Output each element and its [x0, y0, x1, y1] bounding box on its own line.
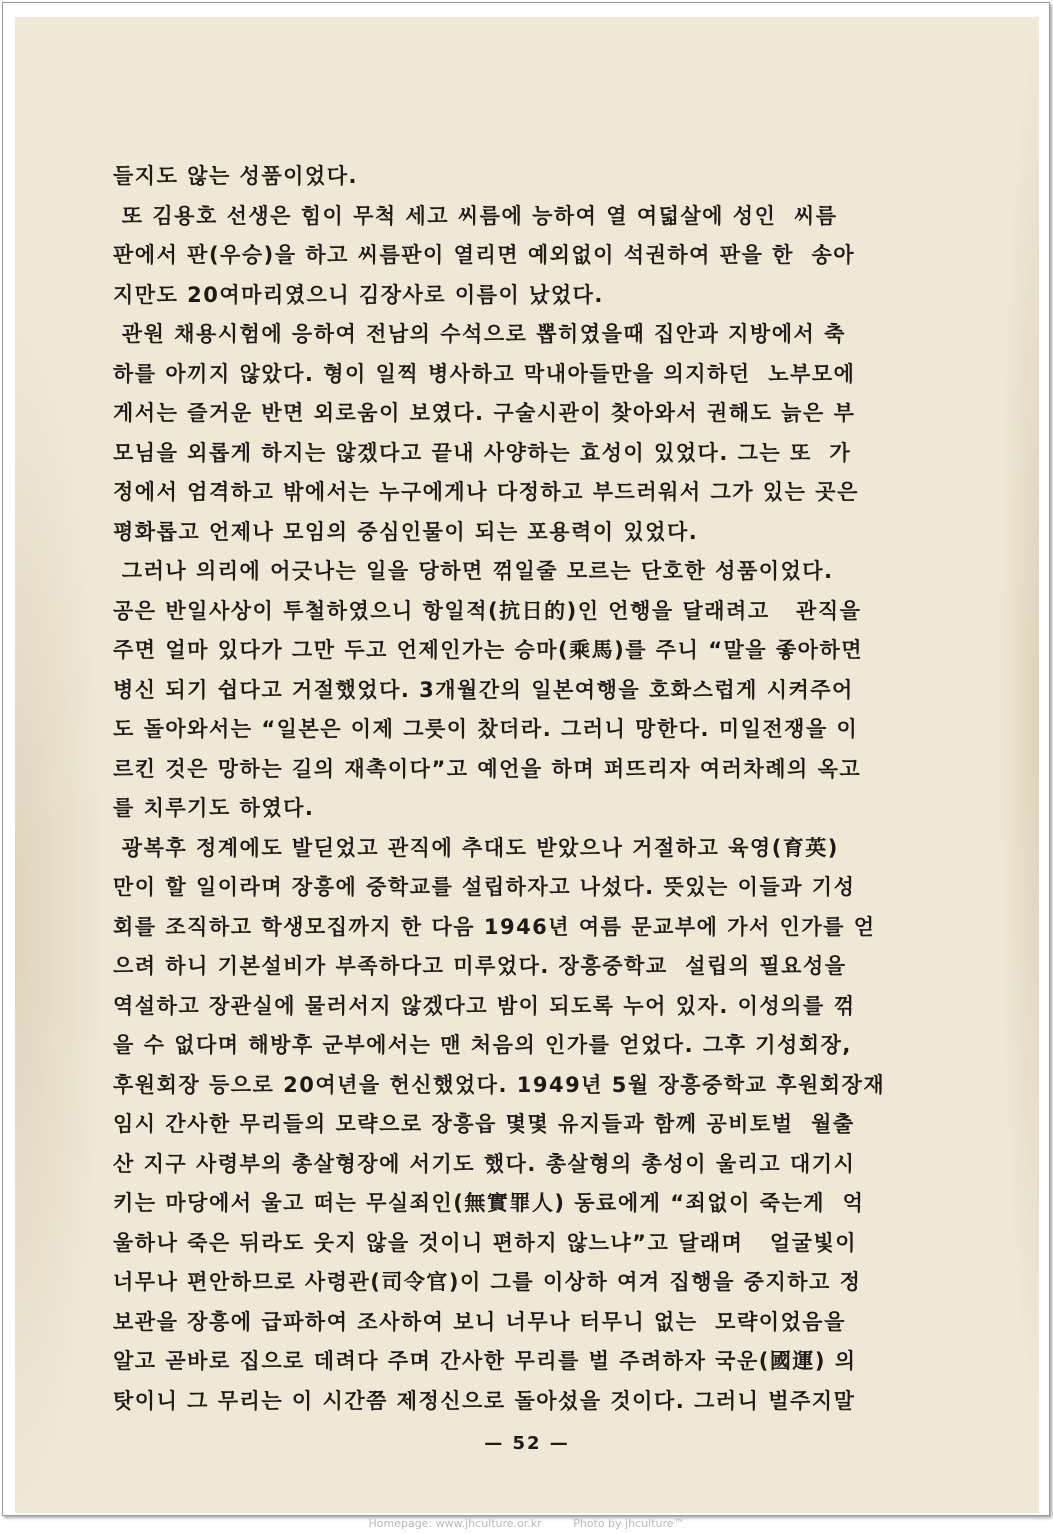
text-line: 지만도 20여마리였으니 김장사로 이름이 났었다.: [113, 282, 604, 307]
photo-frame: [2, 2, 1050, 1516]
text-line: 들지도 않는 성품이었다.: [113, 164, 358, 188]
text-line: 너무나 편안하므로 사령관(司令官)이 그를 이상하 여겨 집행을 중지하고 정: [113, 1270, 862, 1294]
text-line: 주면 얼마 있다가 그만 두고 언제인가는 승마(乘馬)를 주니 “말을 좋아하면: [113, 638, 864, 662]
text-line: 공은 반일사상이 투철하였으니 항일적(抗日的)인 언행을 달래려고 관직을: [113, 598, 862, 623]
photo-credit: Photo by jhculture™: [573, 1517, 685, 1530]
text-line: 모님을 외롭게 하지는 않겠다고 끝내 사양하는 효성이 있었다. 그는 또 가: [113, 440, 852, 465]
text-line: 후원회장 등으로 20여년을 헌신했었다. 1949년 5월 장흥중학교 후원회장재: [113, 1072, 886, 1097]
text-line: 역설하고 장관실에 물러서지 않겠다고 밤이 되도록 누어 있자. 이성의를 꺾: [113, 993, 856, 1018]
text-line: 광복후 정계에도 발딛었고 관직에 추대도 받았으나 거절하고 육영(育英): [113, 835, 839, 860]
text-line: 판에서 판(우승)을 하고 씨름판이 열리면 예외없이 석권하여 판을 한 송아: [113, 243, 856, 267]
text-line: 을 수 없다며 해방후 군부에서는 맨 처음의 인가를 얻었다. 그후 기성회장,: [113, 1033, 852, 1057]
text-line: 평화롭고 언제나 모임의 중심인물이 되는 포용력이 있었다.: [113, 519, 699, 544]
text-line: 으려 하니 기본설비가 부족하다고 미루었다. 장흥중학교 설립의 필요성을: [113, 954, 847, 978]
text-line: 그러나 의리에 어긋나는 일을 당하면 꺾일줄 모르는 단호한 성품이었다.: [113, 559, 834, 583]
text-line: 르킨 것은 망하는 길의 재촉이다”고 예언을 하며 퍼뜨리자 여러차례의 옥고: [113, 756, 862, 781]
text-line: 도 돌아와서는 “일본은 이제 그릇이 찼더라. 그러니 망한다. 미일전쟁을 이: [113, 717, 859, 741]
text-line: 키는 마당에서 울고 떠는 무실죄인(無實罪人) 동료에게 “죄없이 죽는게 억: [113, 1191, 865, 1215]
text-line: 정에서 엄격하고 밖에서는 누구에게나 다정하고 부드러워서 그가 있는 곳은: [113, 480, 859, 504]
page-number: — 52 —: [484, 1433, 570, 1454]
scanned-page: [15, 17, 1039, 1513]
homepage-link[interactable]: Homepage: www.jhculture.or.kr: [368, 1517, 542, 1530]
text-line: 를 치루기도 하였다.: [113, 796, 315, 820]
text-line: 또 김용호 선생은 힘이 무척 세고 씨름에 능하여 열 여덟살에 성인 씨름: [113, 203, 838, 228]
text-line: 임시 간사한 무리들의 모략으로 장흥읍 몇몇 유지들과 함께 공비토벌 월출: [113, 1112, 855, 1136]
body-text: [113, 157, 993, 1421]
text-line: 만이 할 일이라며 장흥에 중학교를 설립하자고 나섰다. 뜻있는 이들과 기성: [113, 875, 856, 899]
text-line: 탓이니 그 무리는 이 시간쯤 제정신으로 돌아섰을 것이다. 그러니 벌주지말: [113, 1388, 856, 1413]
text-line: 회를 조직하고 학생모집까지 한 다음 1946년 여름 문교부에 가서 인가를 얻: [113, 914, 876, 939]
text-line: 울하나 죽은 뒤라도 웃지 않을 것이니 편하지 않느냐”고 달래며 얼굴빛이: [113, 1230, 858, 1255]
text-line: 관원 채용시험에 응하여 전남의 수석으로 뽑히였을때 집안과 지방에서 축: [113, 322, 846, 346]
text-line: 산 지구 사령부의 총살형장에 서기도 했다. 총살형의 총성이 울리고 대기시: [113, 1151, 856, 1176]
text-line: 알고 곧바로 집으로 데려다 주며 간사한 무리를 벌 주려하자 국운(國運) 의: [113, 1349, 857, 1373]
photo-footer: [0, 1514, 1053, 1534]
text-line: 병신 되기 쉽다고 거절했었다. 3개월간의 일본여행을 호화스럽게 시켜주어: [113, 677, 854, 702]
text-line: 하를 아끼지 않았다. 형이 일찍 병사하고 막내아들만을 의지하던 노부모에: [113, 361, 856, 386]
text-line: 보관을 장흥에 급파하여 조사하여 보니 너무나 터무니 없는 모략이었음을: [113, 1309, 846, 1334]
text-line: 게서는 즐거운 반면 외로움이 보였다. 구술시관이 찾아와서 권해도 늙은 부: [113, 401, 856, 425]
